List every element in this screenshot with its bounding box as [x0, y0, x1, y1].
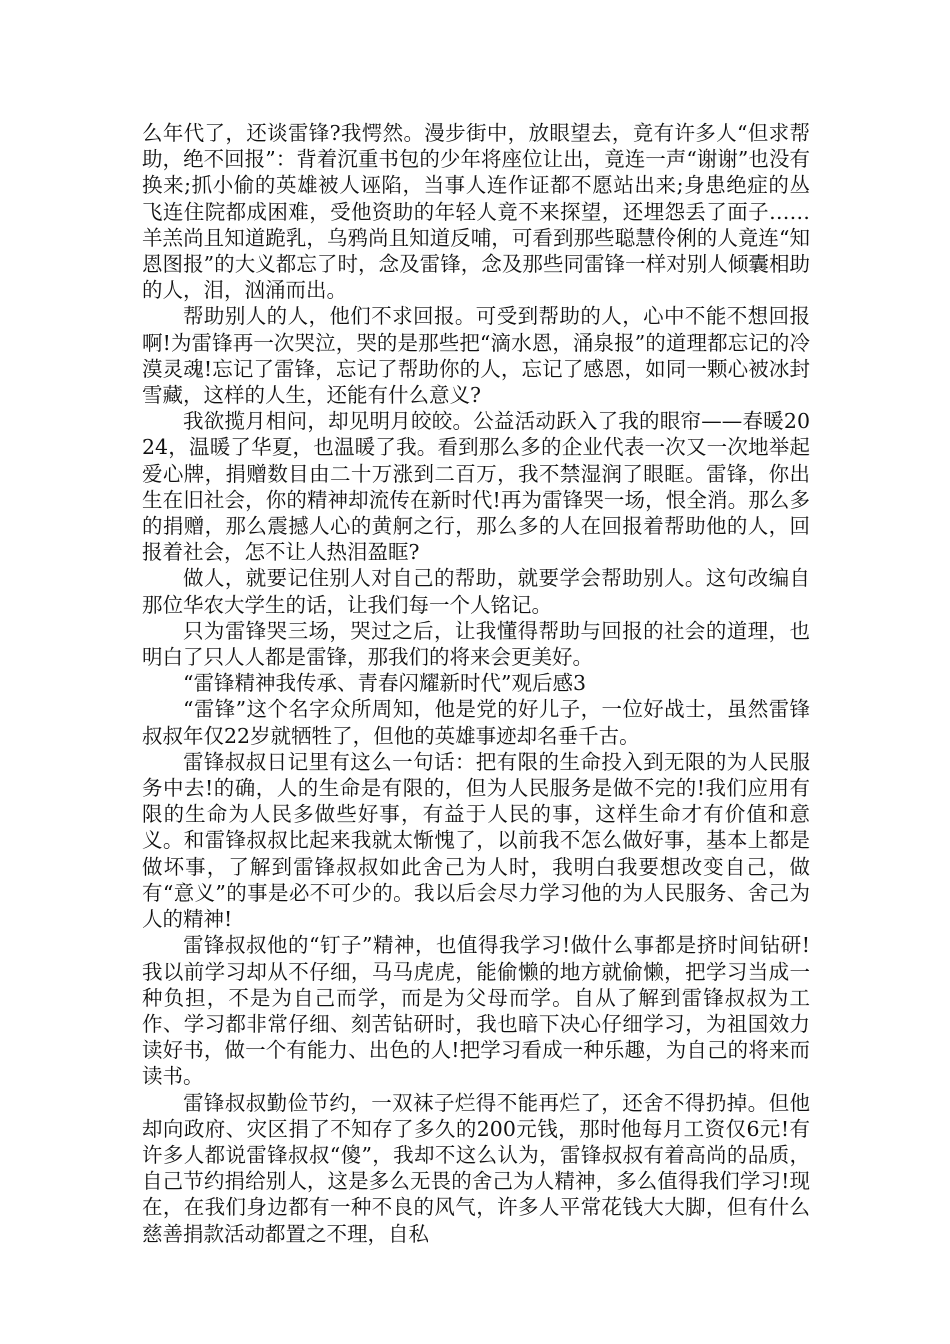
paragraph-7: 雷锋叔叔日记里有这么一句话：把有限的生命投入到无限的为人民服务中去!的确，人的生命是有限的，但为人民服务是做不完的!我们应用有限的生命为人民多做些好事，有益于人民的事，这样生命才有价值和意义。和雷锋叔叔比起来我就太惭愧了，以前我不怎么做好事，基本上都是做坏事，了解到雷锋叔叔如此舍己为人时，我明白我要想改变自己，做有“意义”的事是必不可少的。我以后会尽力学习他的为人民服务、舍己为人的精神! [142, 749, 810, 932]
paragraph-9: 雷锋叔叔勤俭节约，一双袜子烂得不能再烂了，还舍不得扔掉。但他却向政府、灾区捐了不知存了多久的200元钱，那时他每月工资仅6元!有许多人都说雷锋叔叔“傻”，我却不这么认为，雷锋叔叔有着高尚的品质，自己节约捐给别人，这是多么无畏的舍己为人精神，多么值得我们学习!现在，在我们身边都有一种不良的风气，许多人平常花钱大大脚，但有什么慈善捐款活动都置之不理，自私 [142, 1090, 810, 1246]
paragraph-2: 帮助别人的人，他们不求回报。可受到帮助的人，心中不能不想回报啊!为雷锋再一次哭泣，哭的是那些把“滴水恩，涌泉报”的道理都忘记的冷漠灵魂!忘记了雷锋，忘记了帮助你的人，忘记了感恩，如同一颗心被冰封雪藏，这样的人生，还能有什么意义? [142, 304, 810, 408]
paragraph-4: 做人，就要记住别人对自己的帮助，就要学会帮助别人。这句改编自那位华农大学生的话，让我们每一个人铭记。 [142, 566, 810, 617]
document-body [142, 120, 810, 1247]
paragraph-8: 雷锋叔叔他的“钉子”精神，也值得我学习!做什么事都是挤时间钻研!我以前学习却从不仔细，马马虎虎，能偷懒的地方就偷懒，把学习当成一种负担，不是为自己而学，而是为父母而学。自从了解到雷锋叔叔为工作、学习都非常仔细、刻苦钻研时，我也暗下决心仔细学习，为祖国效力读好书，做一个有能力、出色的人!把学习看成一种乐趣，为自己的将来而读书。 [142, 933, 810, 1089]
paragraph-6: “雷锋”这个名字众所周知，他是党的好儿子，一位好战士，虽然雷锋叔叔年仅22岁就牺牲了，但他的英雄事迹却名垂千古。 [142, 697, 810, 748]
paragraph-3: 我欲揽月相问，却见明月皎皎。公益活动跃入了我的眼帘——春暖2024，温暖了华夏，也温暖了我。看到那么多的企业代表一次又一次地举起爱心牌，捐赠数目由二十万涨到二百万，我不禁湿润了眼眶。雷锋，你出生在旧社会，你的精神却流传在新时代!再为雷锋哭一场，恨全消。那么多的捐赠，那么震撼人心的黄舸之行，那么多的人在回报着帮助他的人，回报着社会，怎不让人热泪盈眶? [142, 409, 810, 565]
section-heading: “雷锋精神我传承、青春闪耀新时代”观后感3 [183, 671, 587, 696]
paragraph-1: 么年代了，还谈雷锋?我愕然。漫步街中，放眼望去，竟有许多人“但求帮助，绝不回报”：背着沉重书包的少年将座位让出，竟连一声“谢谢”也没有换来;抓小偷的英雄被人诬陷，当事人连作证都不愿站出来;身患绝症的丛飞连住院都成困难，受他资助的年轻人竟不来探望，还埋怨丢了面子……羊羔尚且知道跪乳，乌鸦尚且知道反哺，可看到那些聪慧伶俐的人竟连“知恩图报”的大义都忘了时，念及雷锋，念及那些同雷锋一样对别人倾囊相助的人，泪，汹涌而出。 [142, 121, 810, 303]
paragraph-5: 只为雷锋哭三场，哭过之后，让我懂得帮助与回报的社会的道理，也明白了只人人都是雷锋，那我们的将来会更美好。 [142, 618, 810, 670]
